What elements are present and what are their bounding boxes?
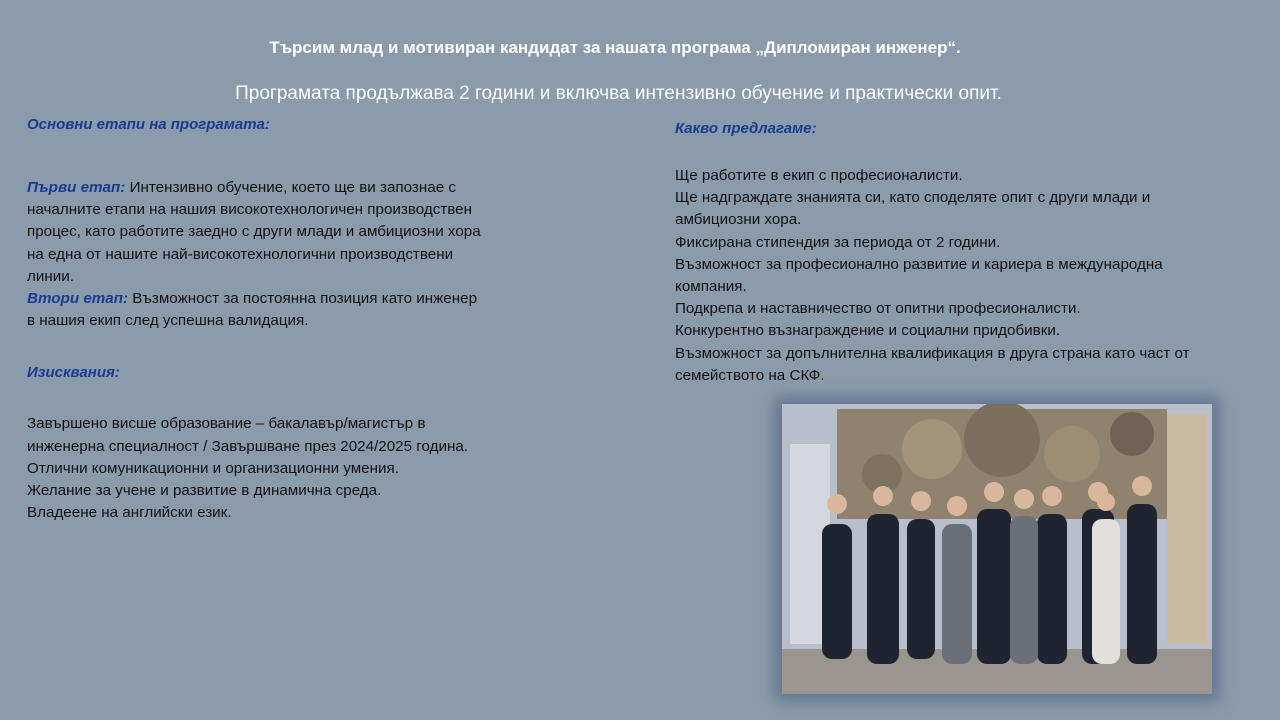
offer-item: Възможност за допълнителна квалификация в друга страна като част от семейството на СКФ. <box>675 344 1190 384</box>
team-photo-illustration <box>782 404 1212 694</box>
requirement-item: Владеене на английски език. <box>27 504 232 522</box>
requirements-heading: Изисквания: <box>27 364 120 382</box>
stage-1-paragraph <box>27 177 482 288</box>
stage-2-paragraph <box>27 288 482 332</box>
offer-item: Възможност за професионално развитие и кариера в международна компания. <box>675 255 1163 296</box>
offer-item: Подкрепа и наставничество от опитни професионалисти. <box>675 300 1081 318</box>
offer-heading: Какво предлагаме: <box>675 120 817 137</box>
offer-item: Ще надграждате знанията си, като споделяте опит с други млади и амбициозни хора. <box>675 189 1151 229</box>
stage-2-label: Втори етап: <box>27 290 129 308</box>
offer-item: Фиксирана стипендия за периода от 2 години. <box>675 233 1001 251</box>
left-column <box>27 116 482 524</box>
offer-item: Ще работите в екип с професионалисти. <box>675 167 963 184</box>
offer-item: Конкурентно възнаграждение и социални придобивки. <box>675 322 1061 340</box>
requirement-item: Желание за учене и развитие в динамична среда. <box>27 482 382 500</box>
stages-heading: Основни етапи на програмата: <box>27 116 270 133</box>
page-title: Търсим млад и мотивиран кандидат за нашата програма „Дипломиран инженер“. <box>269 38 961 57</box>
page-subtitle: Програмата продължава 2 години и включва интензивно обучение и практически опит. <box>235 83 1002 104</box>
right-column <box>675 120 1235 387</box>
stage-2-text: Възможност за постоянна позиция като инженер в нашия екип след успешна валидация. <box>27 290 478 330</box>
requirement-item: Завършено висше образование – бакалавър/магистър в инженерна специалност / Завършване през 2024/2025 година. <box>27 415 469 455</box>
requirements-list <box>27 413 482 524</box>
offer-list <box>675 165 1215 387</box>
stage-1-label: Първи етап: <box>27 179 126 196</box>
requirement-item: Отлични комуникационни и организационни умения. <box>27 459 399 477</box>
stage-1-text: Интензивно обучение, което ще ви запознае с началните етапи на нашия високотехнологичен производствен процес, като работите заедно с други млади и амбициозни хора на една от нашите най-високотехнологични производствени линии. <box>27 179 481 285</box>
team-photo <box>782 404 1212 694</box>
